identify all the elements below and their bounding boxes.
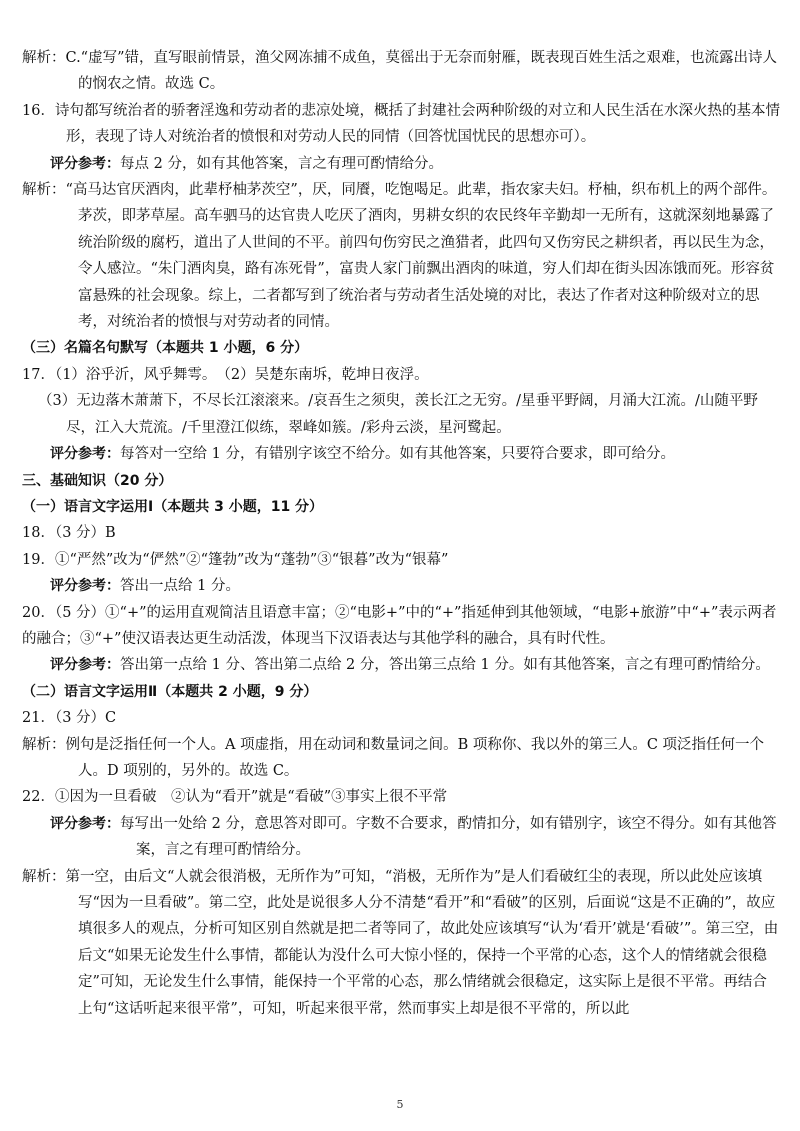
page-number: 5 <box>396 1098 404 1111</box>
section-heading-basics: 三、基础知识（20 分） <box>22 472 173 489</box>
scoring-q20 <box>22 652 780 678</box>
scoring-text: 答出第一点给 1 分、答出第二点给 2 分，答出第三点给 1 分。如有其他答案，言之有理可酌情给分。 <box>120 657 770 674</box>
scoring-label: 评分参考： <box>50 578 120 595</box>
answer-q21: 21．（3 分）C <box>22 710 117 727</box>
answer-q22: 22．①因为一旦看破 ②认为“看开”就是“看破”③事实上很不平常 <box>22 789 448 806</box>
scoring-text: 答出一点给 1 分。 <box>120 578 240 595</box>
answer-q18: 18．（3 分）B <box>22 525 116 542</box>
analysis-q22: 解析：第一空，由后文“人就会很消极，无所作为”可知，“消极，无所作为”是人们看破红尘的表现，所以此处应该填写“因为一旦看破”。第二空，此处是说很多人分不清楚“看开”和“看破”的区别，后面说“这是不正确的”，故应填很多人的观点，分析可知区别自然就是把二者等同了，故此处应该填写“认为‘看开’就是‘看破’”。第三空，由后文“如果无论发生什么事情，都能认为没什么可大惊小怪的，保持一个平常的心态，这个人的情绪就会很稳定”可知，无论发生什么事情，能保持一个平常的心态，那么情绪就会很稳定，这实际上是很不平常。再结合上句“这话听起来很平常”，可知，听起来很平常，然而事实上却是很不平常的，所以此 <box>22 868 779 1017</box>
analysis-q15: 解析：C.“虚写”错，直写眼前情景，渔父网冻捕不成鱼，莫徭出于无奈而射雁，既表现百姓生活之艰难，也流露出诗人的悯农之情。故选 C。 <box>22 50 778 93</box>
answer-q16: 16．诗句都写统治者的骄奢淫逸和劳动者的悲凉处境，概括了封建社会两种阶级的对立和人民生活在水深火热的基本情形，表现了诗人对统治者的愤恨和对劳动人民的同情（回答忧国忧民的思想亦可）。 <box>22 102 780 146</box>
scoring-label: 评分参考： <box>50 155 120 172</box>
answer-q20: 20．（5 分）①“+”的运用直观简洁且语意丰富；②“电影+”中的“+”指延伸到其他领域，“电影+旅游”中“+”表示两者的融合；③“+”使汉语表达更生动活泼，体现当下汉语表达与其他学科的融合，具有时代性。 <box>22 604 777 647</box>
subsection-heading-language-1: （一）语言文字运用Ⅰ（本题共 3 小题，11 分） <box>22 498 324 515</box>
answer-q17-part3: （3）无边落木萧萧下，不尽长江滚滚来。/哀吾生之须臾，羡长江之无穷。/星垂平野阔，月涌大江流。/山随平野尽，江入大荒流。/千里澄江似练，翠峰如簇。/彩舟云淡，星河鹭起。 <box>38 393 758 436</box>
scoring-label: 评分参考： <box>50 657 120 674</box>
scoring-text: 每答对一空给 1 分，有错别字该空不给分。如有其他答案，只要符合要求，即可给分。 <box>120 446 675 463</box>
answer-q17-part1: 17．（1）浴乎沂，风乎舞雩。 （2）吴楚东南坼，乾坤日夜浮。 <box>22 366 429 383</box>
scoring-q19 <box>22 573 780 599</box>
analysis-q21: 解析：例句是泛指任何一个人。A 项虚指，用在动词和数量词之间。B 项称你、我以外的第三人。C 项泛指任何一个人。D 项别的，另外的。故选 C。 <box>22 736 765 779</box>
section-heading-dictation: （三）名篇名句默写（本题共 1 小题，6 分） <box>22 340 309 357</box>
scoring-q17 <box>22 441 780 467</box>
answer-q19: 19．①“严然”改为“俨然”②“篷勃”改为“蓬勃”③“银暮”改为“银幕” <box>22 551 449 568</box>
scoring-label: 评分参考： <box>50 815 120 832</box>
document-page <box>22 45 780 1022</box>
subsection-heading-language-2: （二）语言文字运用Ⅱ（本题共 2 小题，9 分） <box>22 683 318 700</box>
analysis-q16: 解析：“高马达官厌酒肉，此辈杼柚茅茨空”，厌，同餍，吃饱喝足。此辈，指农家夫妇。杼柚，织布机上的两个部件。茅茨，即茅草屋。高车驷马的达官贵人吃厌了酒肉，男耕女织的农民终年辛勤却一无所有，这就深刻地暴露了统治阶级的腐朽，道出了人世间的不平。前四句伤穷民之渔猎者，此四句又伤穷民之耕织者，再以民生为念，令人感泣。“朱门酒肉臭，路有冻死骨”，富贵人家门前飘出酒肉的味道，穷人们却在街头因冻饿而死。形容贫富悬殊的社会现象。综上，二者都写到了统治者与劳动者生活处境的对比，表达了作者对这种阶级对立的思考，对统治者的愤恨与对劳动者的同情。 <box>22 182 777 331</box>
scoring-label: 评分参考： <box>50 446 120 463</box>
scoring-text: 每点 2 分，如有其他答案，言之有理可酌情给分。 <box>120 155 443 172</box>
scoring-q22 <box>22 811 780 864</box>
scoring-text: 每写出一处给 2 分，意思答对即可。字数不合要求，酌情扣分，如有错别字，该空不得分。如有其他答案，言之有理可酌情给分。 <box>120 815 777 859</box>
scoring-q16 <box>22 151 780 177</box>
